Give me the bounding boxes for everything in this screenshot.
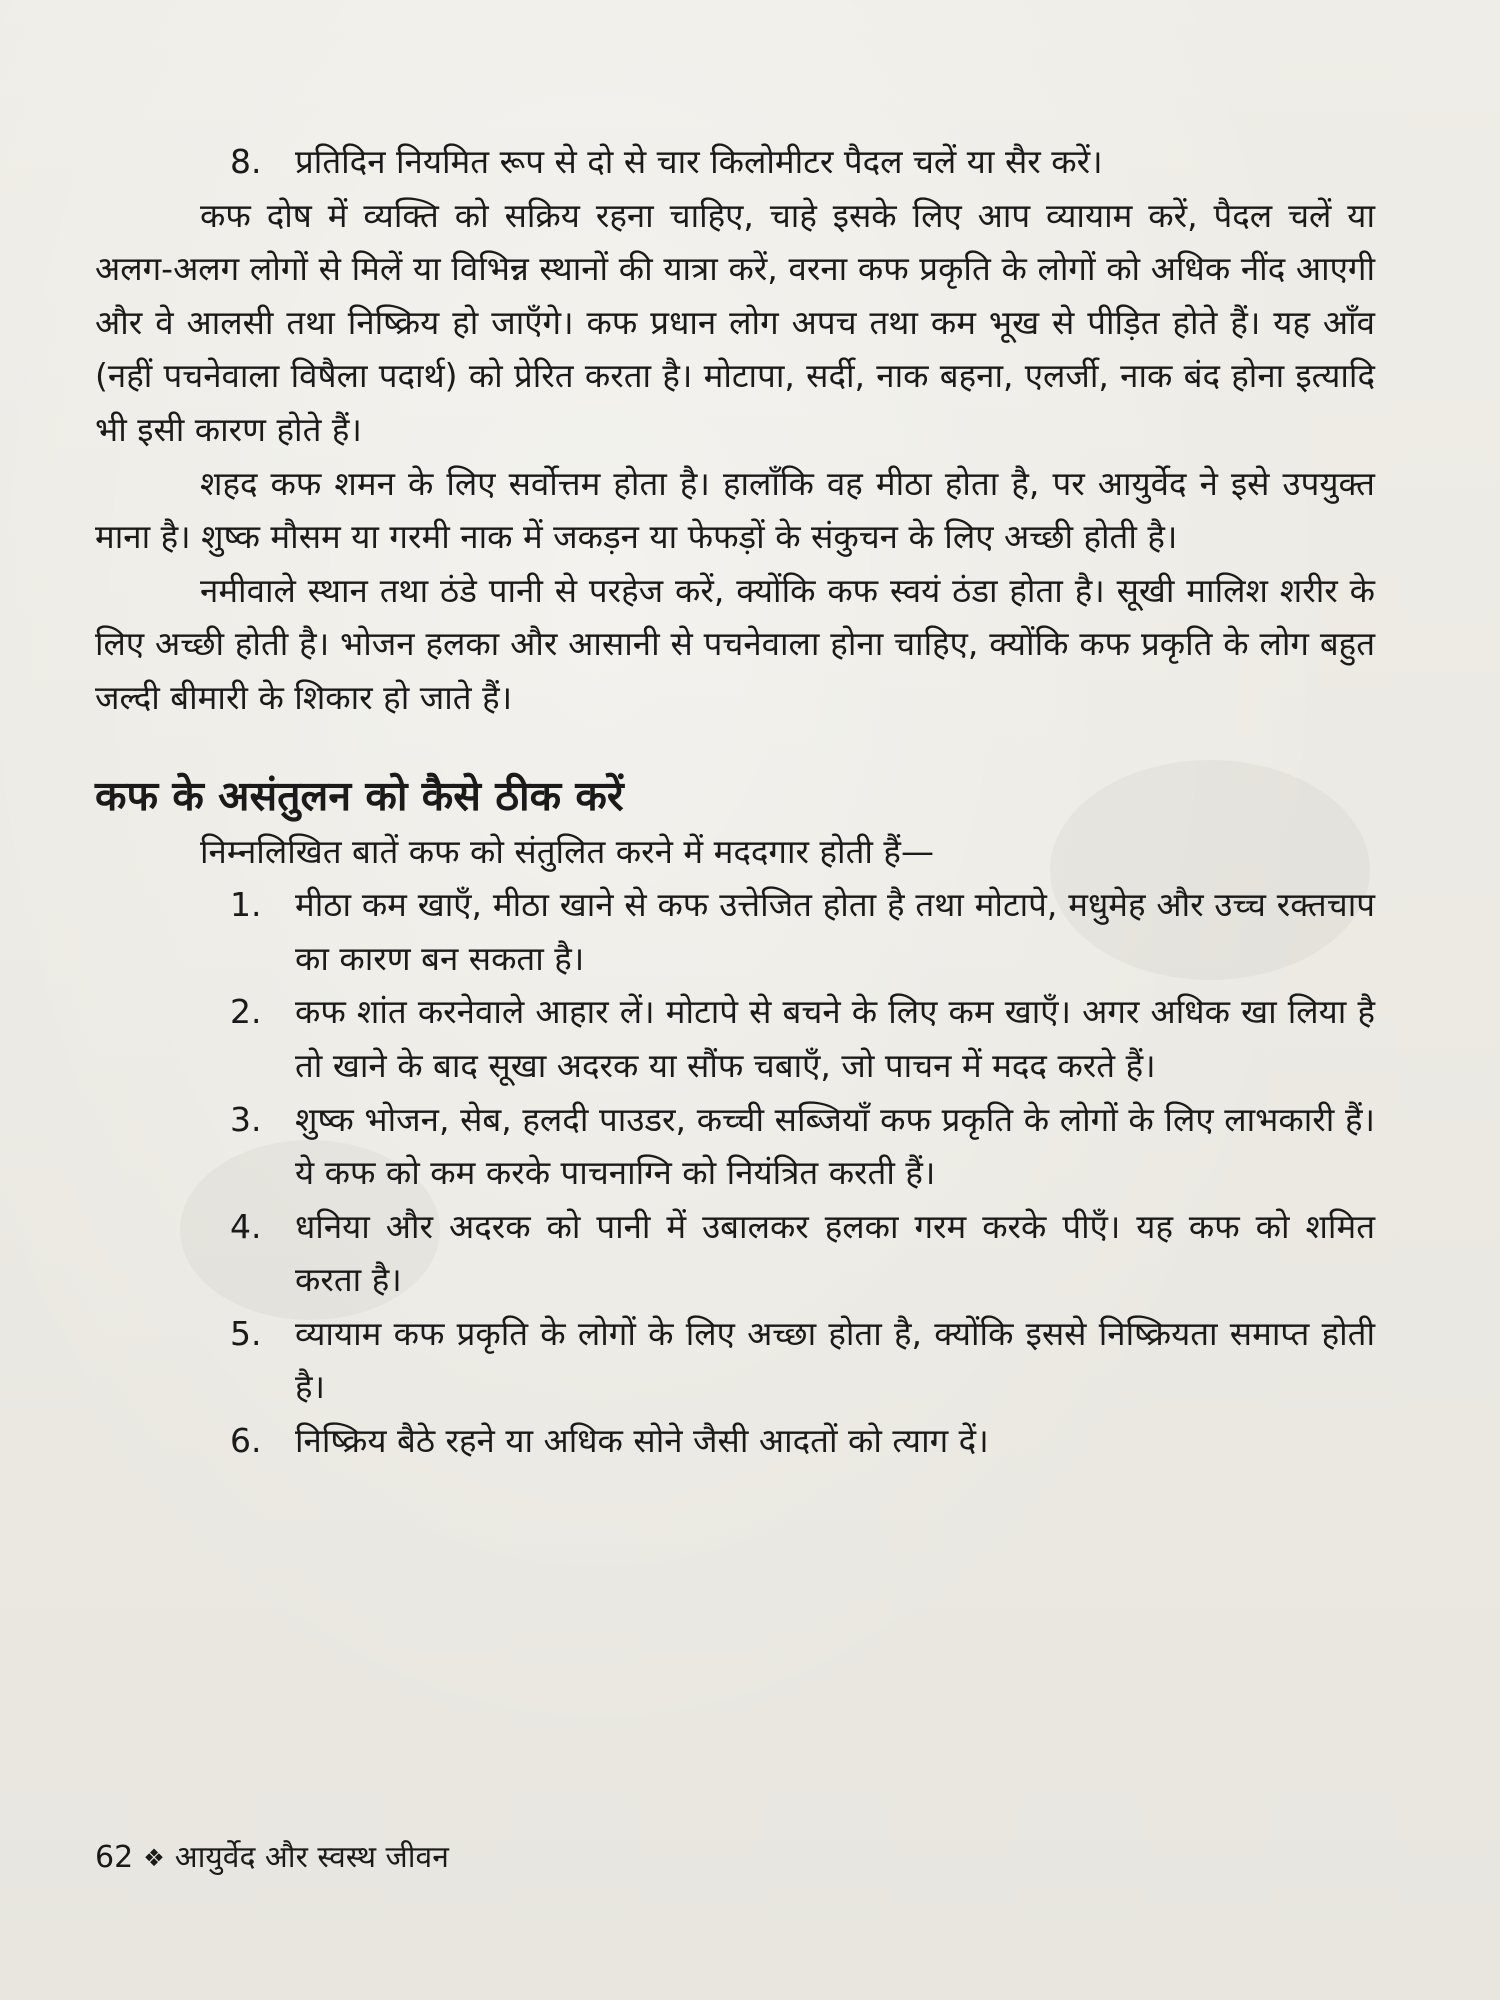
page-number: 62	[95, 1840, 134, 1875]
list-number: 1.	[230, 885, 262, 925]
ornament-icon: ❖	[143, 1844, 165, 1872]
list-text: निष्क्रिय बैठे रहने या अधिक सोने जैसी आदतों को त्याग दें।	[295, 1421, 989, 1461]
list-number: 6.	[230, 1421, 262, 1461]
page-content	[95, 135, 1375, 1468]
list-item	[95, 1307, 1375, 1414]
list-number: 4.	[230, 1206, 262, 1246]
paragraph-honey: शहद कफ शमन के लिए सर्वोत्तम होता है। हालाँकि वह मीठा होता है, पर आयुर्वेद ने इसे उपयुक्त माना है। शुष्क मौसम या गरमी नाक में जकड़न या फेफड़ों के संकुचन के लिए अच्छी होती है।	[95, 463, 1375, 557]
list-text: कफ शांत करनेवाले आहार लें। मोटापे से बचने के लिए कम खाएँ। अगर अधिक खा लिया है तो खाने के बाद सूखा अदरक या सौंफ चबाएँ, जो पाचन में मदद करते हैं।	[295, 992, 1375, 1085]
section-intro: निम्नलिखित बातें कफ को संतुलित करने में मददगार होती हैं—	[200, 831, 934, 871]
paragraph-kapha-activity: कफ दोष में व्यक्ति को सक्रिय रहना चाहिए, चाहे इसके लिए आप व्यायाम करें, पैदल चलें या अलग-अलग लोगों से मिलें या विभिन्न स्थानों की यात्रा करें, वरना कफ प्रकृति के लोगों को अधिक नींद आएगी और वे आलसी तथा निष्क्रिय हो जाएँगे। कफ प्रधान लोग अपच तथा कम भूख से पीड़ित होते हैं। यह आँव (नहीं पचनेवाला विषैला पदार्थ) को प्रेरित करता है। मोटापा, सर्दी, नाक बहना, एलर्जी, नाक बंद होना इत्यादि भी इसी कारण होते हैं।	[95, 195, 1375, 449]
list-item	[95, 878, 1375, 985]
list-text: मीठा कम खाएँ, मीठा खाने से कफ उत्तेजित होता है तथा मोटापे, मधुमेह और उच्च रक्तचाप का कारण बन सकता है।	[295, 885, 1375, 978]
list-text: प्रतिदिन नियमित रूप से दो से चार किलोमीटर पैदल चलें या सैर करें।	[295, 142, 1103, 181]
list-item	[95, 1200, 1375, 1307]
list-text: धनिया और अदरक को पानी में उबालकर हलका गरम करके पीएँ। यह कफ को शमित करता है।	[295, 1206, 1375, 1300]
list-number: 3.	[230, 1099, 262, 1139]
section-heading: कफ के असंतुलन को कैसे ठीक करें	[95, 771, 624, 820]
list-text: शुष्क भोजन, सेब, हलदी पाउडर, कच्ची सब्जियाँ कफ प्रकृति के लोगों के लिए लाभकारी हैं। ये कफ को कम करके पाचनाग्नि को नियंत्रित करती हैं।	[295, 1099, 1375, 1193]
list-item-8	[95, 135, 1375, 189]
list-number: 5.	[230, 1313, 262, 1353]
list-number: 8.	[230, 142, 262, 181]
list-item	[95, 1414, 1375, 1468]
paragraph-moisture: नमीवाले स्थान तथा ठंडे पानी से परहेज करें, क्योंकि कफ स्वयं ठंडा होता है। सूखी मालिश शरीर के लिए अच्छी होती है। भोजन हलका और आसानी से पचनेवाला होना चाहिए, क्योंकि कफ प्रकृति के लोग बहुत जल्दी बीमारी के शिकार हो जाते हैं।	[95, 570, 1375, 717]
list-text: व्यायाम कफ प्रकृति के लोगों के लिए अच्छा होता है, क्योंकि इससे निष्क्रियता समाप्त होती है।	[295, 1313, 1375, 1407]
list-number: 2.	[230, 992, 262, 1032]
list-item	[95, 985, 1375, 1092]
list-item	[95, 1093, 1375, 1200]
page-footer	[95, 1838, 449, 1878]
book-title: आयुर्वेद और स्वस्थ जीवन	[174, 1840, 449, 1875]
